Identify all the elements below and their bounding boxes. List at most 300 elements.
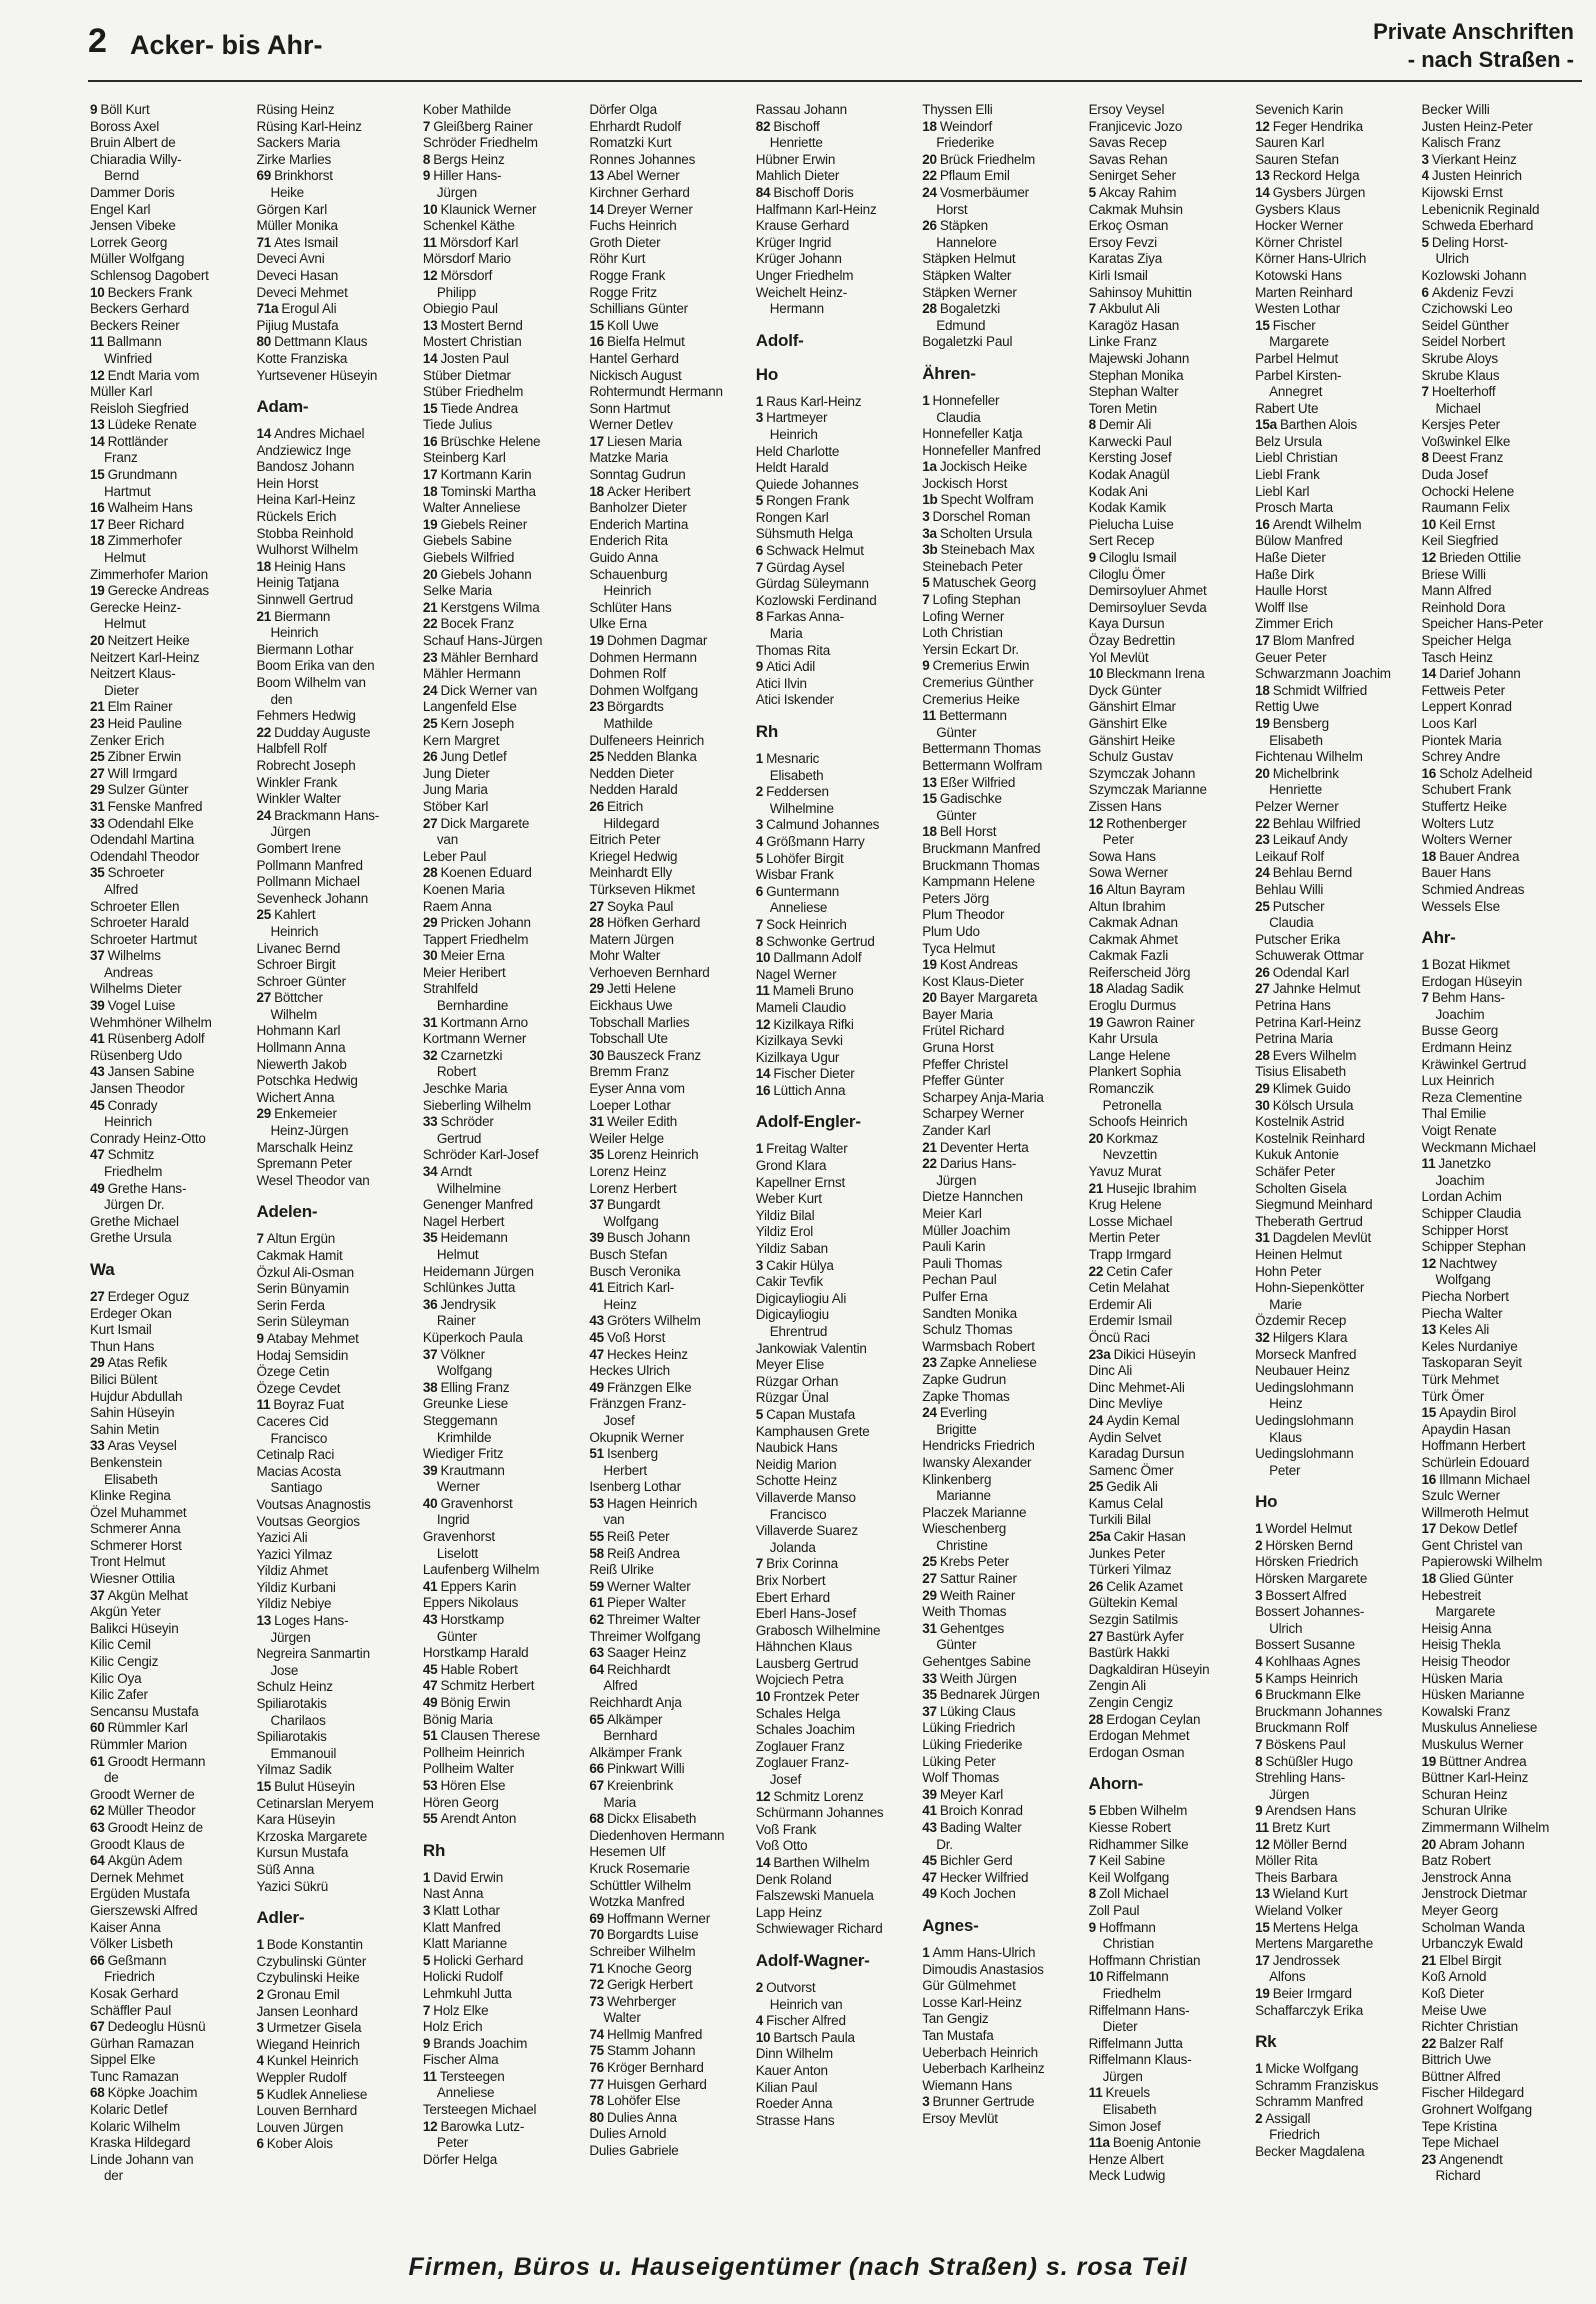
house-number: 3 [1255,1587,1263,1603]
resident-entry [922,1870,1084,1887]
resident-entry: Küperkoch Paula [422,1329,523,1345]
resident-entry: Groodt Werner de [90,1786,195,1802]
resident-entry: Kodak Kamik [1088,500,1166,516]
resident-entry [423,1870,585,1887]
resident-entry [423,948,585,965]
resident-entry: Bogaletzki Paul [922,334,1013,350]
section-title [1373,18,1574,74]
resident-entry: Schroeter Harald [90,915,189,931]
entry-continuation: Heinrich [270,625,319,641]
house-number: 14 [755,1855,771,1870]
house-number: 9 [422,2035,431,2051]
resident-entry: Beckers Gerhard [90,301,190,317]
resident-entry [256,2053,418,2070]
resident-entry: Zimmer Erich [1255,616,1333,632]
entry-continuation: Maria [603,1794,637,1810]
entry-continuation: Annegret [1269,384,1323,400]
resident-name: Broich Konrad [939,1803,1023,1819]
resident-entry: Schillians Günter [589,301,688,317]
resident-name: Bell Horst [939,824,997,840]
resident-entry [1255,1230,1417,1247]
resident-name: Börgardts [606,699,664,715]
resident-name: Hecker Wilfried [939,1869,1029,1885]
house-number: 1 [922,1944,930,1960]
resident-name: Lorenz Heinrich [606,1147,699,1163]
house-number: 6 [755,543,764,559]
resident-entry: Lapp Heinz [755,1904,823,1920]
house-number: 28 [422,865,438,881]
resident-entry [90,865,252,882]
resident-entry: Belz Ursula [1255,433,1322,449]
resident-entry: Deveci Mehmet [256,284,348,300]
resident-entry: Spremann Peter [256,1156,352,1172]
resident-entry [922,393,1084,410]
resident-entry: Meinhardt Elly [589,865,673,881]
house-number: 12 [755,1788,771,1804]
directory-column [256,102,418,2222]
resident-entry: Marten Reinhard [1255,284,1353,300]
resident-name: Hörsken Bernd [1265,1537,1353,1553]
resident-name: Abel Werner [606,168,680,184]
house-number: 71 [589,1960,604,1976]
resident-entry: Honnefeller Katja [922,426,1023,442]
house-number: 10 [755,2029,771,2045]
house-number: 30 [589,1047,604,1063]
resident-entry: Nedden Dieter [589,765,674,781]
entry-continuation: Henriette [1269,782,1323,798]
house-number: 19 [1088,1014,1104,1030]
resident-name: Odendal Karl [1272,964,1350,980]
resident-name: Reiß Peter [606,1529,670,1545]
resident-entry [589,1048,751,1065]
resident-entry: Jockisch Horst [922,475,1008,491]
directory-column [1422,102,1584,2222]
street-heading: Adolf-Engler- [755,1112,861,1132]
resident-name: Sulzer Günter [107,782,189,798]
resident-entry: Steinberg Karl [422,450,506,466]
resident-name: Cakir Hülya [766,1257,834,1273]
resident-entry [1255,1986,1417,2003]
resident-name: Tiede Andrea [440,400,518,416]
resident-entry [922,301,1084,318]
resident-entry: Erdemir Ali [1088,1296,1152,1312]
house-number: 23 [922,1355,937,1371]
house-number: 61 [90,1753,105,1769]
resident-entry: Koß Arnold [1421,1969,1487,1985]
resident-entry: Grabosch Wilhelmine [755,1622,881,1638]
resident-entry: Hörsken Friedrich [1255,1554,1359,1570]
resident-entry: Fischer Hildegard [1421,2085,1524,2101]
resident-entry [423,683,585,700]
resident-entry: Isenberg Lothar [589,1479,681,1495]
house-number: 13 [589,168,604,184]
resident-entry: Speicher Hans-Peter [1421,616,1544,632]
resident-entry: Kahr Ursula [1088,1031,1158,1047]
resident-entry [1422,168,1584,185]
resident-entry: Sieberling Wilhelm [422,1097,532,1113]
house-number: 25 [1255,898,1270,914]
house-number: 14 [1255,184,1270,200]
resident-name: Bauszeck Franz [606,1047,701,1063]
resident-entry [256,426,418,443]
resident-entry: Holz Erich [422,2019,483,2035]
resident-entry: Czybulinski Heike [256,1970,360,1986]
resident-entry: Wieland Volker [1255,1902,1343,1918]
house-number: 14 [422,350,438,366]
resident-entry [589,1645,751,1662]
street-heading: Ahr- [1421,928,1456,948]
house-number: 5 [922,575,930,591]
resident-entry [256,2020,418,2037]
resident-entry: Ueberbach Karlheinz [922,2061,1045,2077]
house-number: 25 [422,715,438,731]
resident-entry: Marschalk Heinz [256,1139,354,1155]
resident-entry [423,1164,585,1181]
resident-name: Bretz Kurt [1271,1819,1330,1835]
resident-name: Dettmann Klaus [274,334,368,350]
resident-entry: Schlüter Hans [589,599,672,615]
resident-entry: Pollmann Michael [256,874,360,890]
resident-entry: Pollheim Walter [422,1761,514,1777]
resident-entry: Ridhammer Silke [1088,1836,1189,1852]
resident-entry: Kriegel Hedwig [589,848,678,864]
resident-name: Mertens Helga [1272,1919,1358,1935]
resident-entry [90,816,252,833]
resident-entry [1089,1803,1251,1820]
resident-entry: Grethe Ursula [90,1230,172,1246]
resident-name: Stamm Johann [606,2043,696,2059]
house-number: 11a [1088,2135,1110,2151]
resident-entry [922,1588,1084,1605]
resident-entry: Jenstrock Anna [1421,1869,1512,1885]
resident-entry: Lüking Friedrich [922,1720,1016,1736]
resident-name: Cremerius Erwin [932,658,1030,674]
house-number: 9 [256,1330,264,1346]
house-number: 29 [1255,1081,1270,1097]
house-number: 11 [422,234,437,250]
house-number: 41 [589,1280,604,1296]
resident-name: Giebels Reiner [440,516,527,532]
resident-entry: Rongen Karl [755,509,829,525]
resident-entry: Strahlfeld [422,981,478,997]
resident-entry: Pelzer Werner [1255,798,1339,814]
resident-entry: Duda Josef [1421,467,1488,483]
resident-entry [423,1662,585,1679]
resident-entry: Lüking Friederike [922,1737,1023,1752]
street-heading: Ahorn- [1088,1774,1144,1794]
house-number: 35 [589,1147,604,1163]
resident-entry [922,1945,1084,1962]
resident-entry [589,1496,751,1513]
house-number: 9 [922,658,930,674]
house-number: 28 [922,301,937,317]
resident-entry [1089,1629,1251,1646]
resident-name: Keles Ali [1439,1322,1490,1338]
resident-name: Knoche Georg [606,1960,692,1976]
resident-entry: Wilhelms Dieter [90,981,182,997]
resident-entry: Schürlein Edouard [1421,1454,1530,1470]
house-number: 39 [422,1462,438,1478]
resident-entry: Krüger Ingrid [755,234,832,250]
resident-entry [90,285,252,302]
resident-entry: Bilici Bülent [90,1371,158,1387]
resident-entry: Schäffler Paul [90,2002,172,2018]
resident-entry [589,1612,751,1629]
resident-entry [922,708,1084,725]
resident-entry: Sonn Hartmut [589,400,671,416]
house-number: 3 [755,817,764,833]
resident-name: Apaydin Birol [1439,1405,1517,1421]
resident-entry: Hörsken Margarete [1255,1571,1368,1587]
resident-entry: Karatas Ziya [1088,251,1163,267]
resident-entry: Ulke Erna [589,616,647,632]
resident-entry: Schlünkes Jutta [422,1280,516,1296]
resident-entry: Schüttler Wilhelm [589,1877,691,1893]
resident-entry [589,334,751,351]
resident-entry [589,1927,751,1944]
entry-continuation: Jürgen [1269,1786,1310,1802]
resident-name: Freitag Walter [766,1141,848,1157]
resident-entry [423,1728,585,1745]
resident-entry: Werner Detlev [589,417,673,433]
resident-entry: Mahlich Dieter [755,168,840,184]
resident-entry [1422,550,1584,567]
resident-entry [90,2085,252,2102]
house-number: 45 [922,1853,937,1869]
house-number: 28 [1088,1711,1104,1727]
house-number: 20 [90,633,105,648]
resident-entry: Loeper Lothar [589,1097,671,1113]
resident-entry: Junkes Peter [1088,1545,1166,1561]
resident-name: Clausen Therese [440,1728,541,1744]
resident-entry: Kolaric Wilhelm [90,2118,181,2134]
resident-entry: Heina Karl-Heinz [256,492,356,508]
house-number: 1 [755,751,764,766]
house-number: 26 [1255,964,1270,980]
resident-name: Walheim Hans [107,500,193,516]
resident-name: Zimmerhofer [107,533,182,549]
resident-entry [90,1031,252,1048]
entry-continuation: Hermann [769,301,824,317]
resident-entry [1422,1754,1584,1771]
resident-name: Reichhardt [606,1661,671,1677]
house-number: 20 [1421,1836,1437,1852]
house-number: 3 [755,410,764,426]
resident-entry: Reiferscheid Jörg [1088,964,1191,980]
resident-entry: Deveci Hasan [256,267,339,283]
resident-name: Schmitz [107,1147,155,1163]
resident-entry: Stäpken Werner [922,284,1017,300]
resident-entry: Digicayliogiu [755,1307,829,1323]
resident-name: Holz Elke [433,2002,489,2018]
resident-entry [1255,2061,1417,2078]
resident-entry: Obiegio Paul [422,301,498,317]
house-number: 39 [589,1230,604,1246]
house-number: 10 [755,1689,771,1705]
resident-name: Bednarek Jürgen [939,1687,1040,1703]
resident-name: Brands Joachim [433,2035,528,2051]
street-heading: Agnes- [922,1915,979,1935]
resident-entry: Willmeroth Helmut [1421,1504,1529,1520]
house-number: 47 [422,1678,438,1694]
house-number: 18 [422,483,438,499]
resident-name: Rüsenberg Adolf [107,1031,205,1047]
resident-entry [922,775,1084,792]
resident-entry: Lebenicnik Reginald [1421,201,1540,217]
resident-entry: Tepe Michael [1421,2135,1499,2151]
house-number: 18 [256,558,272,574]
resident-name: Hellmig Manfred [606,2026,703,2042]
resident-entry: Eberl Hans-Josef [755,1606,857,1622]
resident-entry: Meyer Georg [1421,1902,1499,1918]
resident-entry: Neubauer Heinz [1255,1363,1350,1379]
resident-name: Groodt Hermann [107,1753,206,1769]
resident-entry: Kijowski Ernst [1421,184,1503,200]
resident-entry: Hoffmann Herbert [1421,1438,1526,1454]
house-number: 39 [90,998,105,1014]
entry-continuation: Wilhelmine [436,1180,501,1196]
house-number: 7 [755,1556,764,1572]
resident-entry [256,1779,418,1796]
resident-entry: Kamphausen Grete [755,1423,870,1439]
resident-entry: Livanec Bernd [256,940,341,956]
resident-entry [90,998,252,1015]
resident-entry: Boross Axel [90,118,160,134]
resident-entry: Schröder Karl-Josef [422,1147,539,1163]
resident-name: Schmitz Lorenz [773,1788,864,1804]
entry-continuation: Friedrich [104,1969,155,1985]
resident-entry: Kotowski Hans [1255,267,1342,283]
resident-name: Bartsch Paula [773,2029,855,2045]
resident-name: Janetzko [1438,1156,1491,1172]
resident-entry: Schlensog Dagobert [90,267,209,283]
resident-entry: Keil Siegfried [1421,533,1499,549]
resident-entry: Schaffarczyk Erika [1255,2002,1364,2018]
resident-name: Bogaletzki [939,301,1001,317]
resident-entry [589,1197,751,1214]
house-number: 25 [922,1554,937,1570]
entry-continuation: Santiago [270,1480,323,1496]
resident-entry [756,1556,918,1573]
resident-entry: Lange Helene [1088,1047,1171,1063]
resident-name: Rothenberger [1106,815,1187,831]
resident-entry: Gysbers Klaus [1255,201,1341,217]
resident-entry [756,493,918,510]
street-heading: Rh [755,722,779,741]
resident-entry [423,616,585,633]
directory-column [1089,102,1251,2222]
resident-name: Hoffmann Werner [606,1910,710,1926]
house-number: 22 [256,724,272,740]
house-number: 1 [922,392,930,408]
resident-entry: Ueberbach Heinrich [922,2044,1038,2060]
resident-entry: Müller Joachim [922,1222,1011,1238]
resident-entry: Zissen Hans [1088,798,1162,814]
entry-continuation: Ingrid [436,1512,470,1528]
resident-name: Klaunick Werner [440,201,537,217]
house-number: 15 [922,791,937,807]
resident-entry: Süß Anna [256,1861,315,1877]
resident-name: Hiller Hans- [433,168,502,184]
resident-entry: Hein Horst [256,475,319,491]
resident-entry: Wisbar Frank [755,867,834,883]
house-number: 8 [1255,1753,1263,1769]
resident-name: Kost Andreas [939,957,1018,973]
resident-entry: Busse Georg [1421,1023,1499,1039]
house-number: 11 [1088,2085,1103,2101]
entry-continuation: Claudia [936,409,981,425]
resident-entry [1255,1837,1417,1854]
resident-name: Outvorst [766,1979,816,1995]
resident-entry: Heisig Theodor [1421,1654,1511,1670]
resident-entry: Schramm Franziskus [1255,2077,1379,2093]
house-number: 67 [589,1777,604,1793]
resident-entry: Weppler Rudolf [256,2069,347,2085]
house-number: 20 [422,566,438,582]
resident-entry: Demirsoyluer Sevda [1088,599,1207,615]
resident-entry [756,834,918,851]
entry-continuation: Francisco [769,1506,827,1522]
resident-entry [423,351,585,368]
house-number: 13 [1255,1886,1270,1902]
house-number: 16 [1255,516,1270,532]
resident-entry: Yazici Sükrü [256,1878,329,1894]
resident-name: Müller Theodor [107,1803,196,1819]
house-number: 22 [922,168,937,184]
directory-column [756,102,918,2222]
resident-name: Pinkwart Willi [606,1761,685,1777]
house-number: 11 [256,1397,271,1413]
resident-name: Bischoff [773,118,820,134]
resident-entry [1255,1886,1417,1903]
resident-name: Ebben Wilhelm [1098,1803,1188,1819]
resident-entry: Sevenich Karin [1255,102,1344,117]
street-heading: Ho [1255,1492,1278,1512]
street-heading: Adelen- [256,1202,318,1222]
resident-entry [589,318,751,335]
resident-entry: Giebels Wilfried [422,550,515,566]
resident-name: Gerecke Andreas [107,583,209,599]
house-number: 3 [256,2020,264,2036]
resident-entry: Dörfer Helga [422,2151,498,2167]
resident-entry [922,1687,1084,1704]
resident-name: Kortmann Karin [440,467,532,483]
resident-entry: Sahin Metin [90,1421,160,1437]
resident-entry: Schauenburg [589,566,668,582]
entry-continuation: Bernhard [603,1728,658,1744]
house-number: 7 [755,559,764,575]
resident-name: Eitrich Karl- [606,1280,675,1296]
resident-entry [1255,633,1417,650]
house-number: 2 [1255,1537,1263,1553]
resident-entry: Nedden Harald [589,782,678,798]
resident-entry: Yildiz Saban [755,1241,828,1257]
house-number: 27 [589,898,604,914]
resident-name: Dreyer Werner [606,201,693,217]
resident-name: Arendt Wilhelm [1272,516,1362,532]
entry-continuation: Anneliese [436,2085,495,2101]
resident-entry [922,824,1084,841]
resident-entry: Savas Recep [1088,135,1167,151]
house-number: 16 [755,1082,771,1098]
resident-entry: Simon Josef [1088,2118,1161,2134]
resident-entry [423,600,585,617]
resident-entry: Gänshirt Elmar [1088,699,1176,715]
resident-entry: Schauf Hans-Jürgen [422,633,543,648]
resident-entry [1255,1737,1417,1754]
resident-name: David Erwin [433,1869,504,1885]
resident-entry: Groodt Klaus de [90,1836,185,1852]
